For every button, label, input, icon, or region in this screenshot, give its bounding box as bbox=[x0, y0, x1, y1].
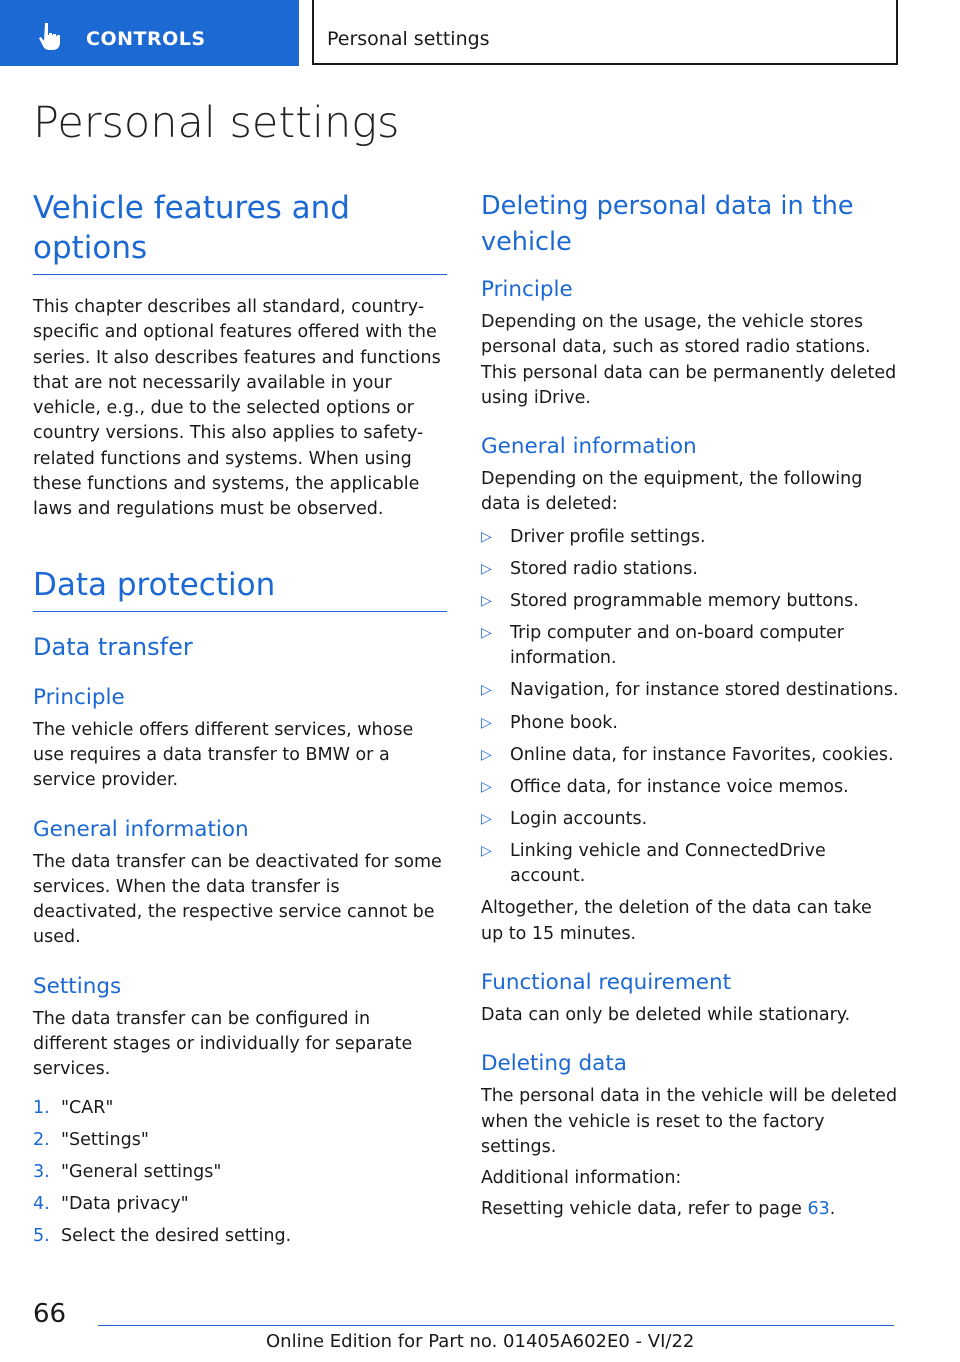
page-reference-link[interactable]: 63 bbox=[807, 1199, 830, 1220]
functional-requirement-heading: Functional requirement bbox=[481, 969, 732, 995]
triangle-bullet-icon: ▷ bbox=[481, 746, 492, 763]
vehicle-features-heading-block bbox=[33, 188, 447, 275]
right-column bbox=[481, 188, 899, 1223]
resetting-reference: Resetting vehicle data, refer to page 63. bbox=[481, 1199, 836, 1220]
list-item: ▷ Navigation, for instance stored destinations. bbox=[481, 678, 899, 703]
page-number: 66 bbox=[33, 1299, 67, 1329]
list-item: ▷ Phone book. bbox=[481, 711, 899, 736]
footer-divider bbox=[98, 1325, 894, 1326]
dt-principle-heading: Principle bbox=[33, 684, 125, 710]
list-item: 1. "CAR" bbox=[33, 1097, 114, 1118]
dt-general-body: The data transfer can be deactivated for some services. When the data transfer is deactivated, the respective service cannot be used. bbox=[33, 851, 442, 948]
del-general-heading: General information bbox=[481, 434, 697, 460]
vehicle-features-heading: Vehicle features and options bbox=[33, 190, 350, 266]
dt-settings-body: The data transfer can be configured in different stages or individually for separate services. bbox=[33, 1008, 413, 1080]
data-protection-heading: Data protection bbox=[33, 566, 276, 603]
altogether-text: Altogether, the deletion of the data can take up to 15 minutes. bbox=[481, 898, 872, 944]
list-item: 5. Select the desired setting. bbox=[33, 1226, 292, 1247]
triangle-bullet-icon: ▷ bbox=[481, 625, 492, 642]
triangle-bullet-icon: ▷ bbox=[481, 682, 492, 699]
data-protection-heading-block bbox=[33, 565, 447, 612]
triangle-bullet-icon: ▷ bbox=[481, 714, 492, 731]
section-header bbox=[312, 0, 898, 65]
triangle-bullet-icon: ▷ bbox=[481, 810, 492, 827]
vehicle-features-body: This chapter describes all standard, country-specific and optional features offered with the series. It also describes features and functions that are not necessarily available in your vehicle, e.g., due to the selected options or country versions. This also applies to safety-related functions and systems. When using these functions and systems, the applicable laws and regulations must be observed. bbox=[33, 297, 441, 520]
triangle-bullet-icon: ▷ bbox=[481, 528, 492, 545]
dt-general-heading: General information bbox=[33, 816, 249, 842]
settings-steps bbox=[33, 1096, 447, 1250]
list-item: ▷ Driver profile settings. bbox=[481, 525, 899, 550]
data-transfer-heading: Data transfer bbox=[33, 632, 193, 661]
list-item: ▷ Trip computer and on-board computer information. bbox=[481, 621, 899, 672]
list-item: ▷ Stored programmable memory buttons. bbox=[481, 589, 899, 614]
triangle-bullet-icon: ▷ bbox=[481, 560, 492, 577]
left-column bbox=[33, 188, 447, 1256]
chapter-label: CONTROLS bbox=[86, 28, 206, 50]
dt-settings-heading: Settings bbox=[33, 973, 122, 999]
del-principle-body: Depending on the usage, the vehicle stores personal data, such as stored radio stations. This personal data can be permanently deleted using iDrive. bbox=[481, 312, 897, 408]
page-title: Personal settings bbox=[33, 98, 400, 148]
triangle-bullet-icon: ▷ bbox=[481, 842, 492, 859]
section-header-label: Personal settings bbox=[327, 28, 490, 50]
triangle-bullet-icon: ▷ bbox=[481, 592, 492, 609]
deleted-data-list bbox=[481, 525, 899, 890]
footer-edition: Online Edition for Part no. 01405A602E0 - VI/22 bbox=[266, 1331, 695, 1352]
del-principle-heading: Principle bbox=[481, 277, 573, 302]
hand-pointer-icon bbox=[38, 22, 64, 50]
chapter-tab[interactable] bbox=[0, 0, 299, 66]
list-item: ▷ Stored radio stations. bbox=[481, 557, 899, 582]
deleting-personal-data-heading: Deleting personal data in the vehicle bbox=[481, 191, 854, 257]
list-item: ▷ Office data, for instance voice memos. bbox=[481, 775, 899, 800]
list-item: 4. "Data privacy" bbox=[33, 1193, 189, 1214]
list-item: ▷ Online data, for instance Favorites, cookies. bbox=[481, 743, 899, 768]
functional-requirement-body: Data can only be deleted while stationary. bbox=[481, 1004, 851, 1025]
triangle-bullet-icon: ▷ bbox=[481, 778, 492, 795]
deleting-data-heading: Deleting data bbox=[481, 1051, 627, 1077]
list-item: 2. "Settings" bbox=[33, 1129, 149, 1150]
list-item: 3. "General settings" bbox=[33, 1161, 222, 1182]
del-general-body: Depending on the equipment, the following data is deleted: bbox=[481, 469, 863, 515]
deleting-data-body: The personal data in the vehicle will be deleted when the vehicle is reset to the factory settings. bbox=[481, 1086, 898, 1157]
list-item: ▷ Login accounts. bbox=[481, 807, 899, 832]
list-item: ▷ Linking vehicle and ConnectedDrive account. bbox=[481, 839, 899, 890]
additional-info-label: Additional information: bbox=[481, 1168, 682, 1189]
dt-principle-body: The vehicle offers different services, whose use requires a data transfer to BMW or a service provider. bbox=[33, 719, 414, 791]
